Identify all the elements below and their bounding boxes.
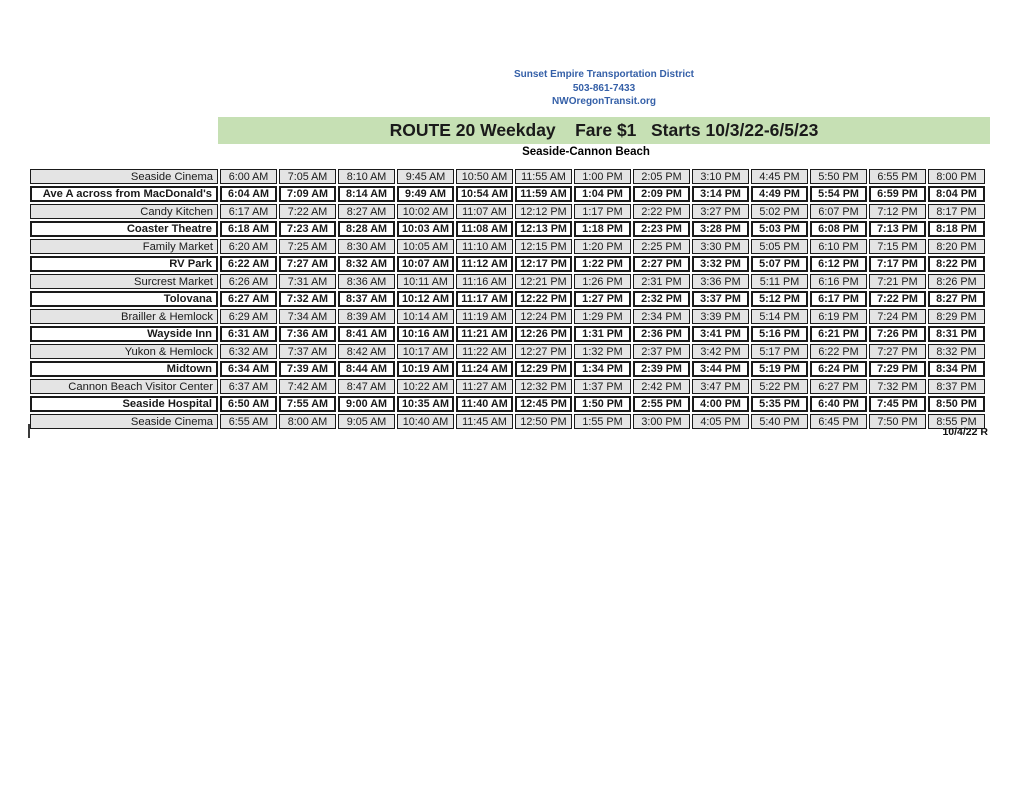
time-cell: 11:10 AM — [456, 239, 513, 254]
time-cell: 3:27 PM — [692, 204, 749, 219]
time-cell: 3:28 PM — [692, 221, 749, 237]
header-contact-block — [218, 68, 990, 109]
time-cell: 10:35 AM — [397, 396, 454, 412]
time-cell: 6:04 AM — [220, 186, 277, 202]
time-cell: 8:31 PM — [928, 326, 985, 342]
time-cell: 7:45 PM — [869, 396, 926, 412]
time-cell: 8:47 AM — [338, 379, 395, 394]
table-row — [30, 396, 985, 412]
time-cell: 3:32 PM — [692, 256, 749, 272]
time-cell: 5:11 PM — [751, 274, 808, 289]
table-row — [30, 291, 985, 307]
time-cell: 11:08 AM — [456, 221, 513, 237]
time-cell: 2:27 PM — [633, 256, 690, 272]
time-cell: 4:05 PM — [692, 414, 749, 429]
stop-name-cell: RV Park — [30, 256, 218, 272]
time-cell: 8:42 AM — [338, 344, 395, 359]
time-cell: 7:24 PM — [869, 309, 926, 324]
time-cell: 11:19 AM — [456, 309, 513, 324]
table-row — [30, 274, 985, 289]
time-cell: 12:12 PM — [515, 204, 572, 219]
time-cell: 6:18 AM — [220, 221, 277, 237]
time-cell: 6:19 PM — [810, 309, 867, 324]
time-cell: 5:07 PM — [751, 256, 808, 272]
time-cell: 11:12 AM — [456, 256, 513, 272]
stop-name-cell: Candy Kitchen — [30, 204, 218, 219]
time-cell: 5:54 PM — [810, 186, 867, 202]
time-cell: 8:29 PM — [928, 309, 985, 324]
table-row — [30, 239, 985, 254]
time-cell: 10:40 AM — [397, 414, 454, 429]
time-cell: 6:08 PM — [810, 221, 867, 237]
time-cell: 6:24 PM — [810, 361, 867, 377]
org-name: Sunset Empire Transportation District — [513, 69, 695, 80]
time-cell: 6:45 PM — [810, 414, 867, 429]
table-row — [30, 414, 985, 429]
phone-number: 503-861-7433 — [572, 82, 636, 94]
time-cell: 2:42 PM — [633, 379, 690, 394]
time-cell: 8:14 AM — [338, 186, 395, 202]
time-cell: 2:09 PM — [633, 186, 690, 202]
time-cell: 6:34 AM — [220, 361, 277, 377]
time-cell: 8:32 PM — [928, 344, 985, 359]
time-cell: 6:31 AM — [220, 326, 277, 342]
stop-name-cell: Seaside Cinema — [30, 414, 218, 429]
time-cell: 7:34 AM — [279, 309, 336, 324]
stop-name-cell: Seaside Cinema — [30, 169, 218, 184]
time-cell: 7:39 AM — [279, 361, 336, 377]
time-cell: 3:37 PM — [692, 291, 749, 307]
time-cell: 6:00 AM — [220, 169, 277, 184]
time-cell: 6:22 AM — [220, 256, 277, 272]
time-cell: 1:29 PM — [574, 309, 631, 324]
time-cell: 5:40 PM — [751, 414, 808, 429]
time-cell: 7:25 AM — [279, 239, 336, 254]
time-cell: 6:27 PM — [810, 379, 867, 394]
time-cell: 3:30 PM — [692, 239, 749, 254]
time-cell: 5:03 PM — [751, 221, 808, 237]
time-cell: 6:12 PM — [810, 256, 867, 272]
time-cell: 7:31 AM — [279, 274, 336, 289]
time-cell: 11:40 AM — [456, 396, 513, 412]
time-cell: 8:37 PM — [928, 379, 985, 394]
table-row — [30, 221, 985, 237]
time-cell: 2:36 PM — [633, 326, 690, 342]
time-cell: 3:39 PM — [692, 309, 749, 324]
time-cell: 8:00 PM — [928, 169, 985, 184]
time-cell: 2:55 PM — [633, 396, 690, 412]
stop-name-cell: Seaside Hospital — [30, 396, 218, 412]
table-row — [30, 326, 985, 342]
time-cell: 6:29 AM — [220, 309, 277, 324]
time-cell: 7:15 PM — [869, 239, 926, 254]
time-cell: 3:42 PM — [692, 344, 749, 359]
time-cell: 12:45 PM — [515, 396, 572, 412]
time-cell: 11:59 AM — [515, 186, 572, 202]
time-cell: 7:09 AM — [279, 186, 336, 202]
time-cell: 6:22 PM — [810, 344, 867, 359]
time-cell: 6:26 AM — [220, 274, 277, 289]
time-cell: 11:21 AM — [456, 326, 513, 342]
time-cell: 5:50 PM — [810, 169, 867, 184]
time-cell: 11:24 AM — [456, 361, 513, 377]
time-cell: 6:40 PM — [810, 396, 867, 412]
time-cell: 5:16 PM — [751, 326, 808, 342]
route-subtitle: Seaside-Cannon Beach — [522, 146, 650, 158]
table-row — [30, 379, 985, 394]
time-cell: 12:17 PM — [515, 256, 572, 272]
time-cell: 8:04 PM — [928, 186, 985, 202]
time-cell: 6:32 AM — [220, 344, 277, 359]
time-cell: 11:16 AM — [456, 274, 513, 289]
time-cell: 8:41 AM — [338, 326, 395, 342]
time-cell: 7:37 AM — [279, 344, 336, 359]
time-cell: 11:17 AM — [456, 291, 513, 307]
time-cell: 8:32 AM — [338, 256, 395, 272]
time-cell: 10:16 AM — [397, 326, 454, 342]
time-cell: 8:26 PM — [928, 274, 985, 289]
stop-name-cell: Coaster Theatre — [30, 221, 218, 237]
time-cell: 2:32 PM — [633, 291, 690, 307]
time-cell: 2:39 PM — [633, 361, 690, 377]
time-cell: 8:27 AM — [338, 204, 395, 219]
time-cell: 3:14 PM — [692, 186, 749, 202]
time-cell: 3:41 PM — [692, 326, 749, 342]
time-cell: 3:10 PM — [692, 169, 749, 184]
time-cell: 12:32 PM — [515, 379, 572, 394]
time-cell: 8:27 PM — [928, 291, 985, 307]
time-cell: 1:22 PM — [574, 256, 631, 272]
time-cell: 7:17 PM — [869, 256, 926, 272]
time-cell: 10:54 AM — [456, 186, 513, 202]
time-cell: 12:15 PM — [515, 239, 572, 254]
schedule-body — [30, 169, 985, 429]
time-cell: 8:20 PM — [928, 239, 985, 254]
stop-name-cell: Tolovana — [30, 291, 218, 307]
time-cell: 12:26 PM — [515, 326, 572, 342]
time-cell: 2:22 PM — [633, 204, 690, 219]
time-cell: 11:22 AM — [456, 344, 513, 359]
time-cell: 10:11 AM — [397, 274, 454, 289]
revision-note: 10/4/22 R — [942, 426, 988, 438]
time-cell: 3:36 PM — [692, 274, 749, 289]
time-cell: 8:55 PM — [928, 414, 985, 429]
time-cell: 6:37 AM — [220, 379, 277, 394]
time-cell: 7:05 AM — [279, 169, 336, 184]
time-cell: 5:02 PM — [751, 204, 808, 219]
time-cell: 1:55 PM — [574, 414, 631, 429]
time-cell: 8:10 AM — [338, 169, 395, 184]
time-cell: 10:07 AM — [397, 256, 454, 272]
time-cell: 10:17 AM — [397, 344, 454, 359]
time-cell: 5:17 PM — [751, 344, 808, 359]
time-cell: 11:55 AM — [515, 169, 572, 184]
table-left-border-tail — [28, 424, 30, 438]
time-cell: 4:45 PM — [751, 169, 808, 184]
time-cell: 7:26 PM — [869, 326, 926, 342]
time-cell: 8:00 AM — [279, 414, 336, 429]
time-cell: 1:37 PM — [574, 379, 631, 394]
time-cell: 6:17 AM — [220, 204, 277, 219]
table-row — [30, 256, 985, 272]
time-cell: 7:32 PM — [869, 379, 926, 394]
time-cell: 11:07 AM — [456, 204, 513, 219]
time-cell: 7:42 AM — [279, 379, 336, 394]
table-row — [30, 344, 985, 359]
time-cell: 7:12 PM — [869, 204, 926, 219]
time-cell: 5:12 PM — [751, 291, 808, 307]
time-cell: 5:19 PM — [751, 361, 808, 377]
time-cell: 9:45 AM — [397, 169, 454, 184]
time-cell: 10:02 AM — [397, 204, 454, 219]
stop-name-cell: Brailler & Hemlock — [30, 309, 218, 324]
time-cell: 10:14 AM — [397, 309, 454, 324]
time-cell: 8:34 PM — [928, 361, 985, 377]
time-cell: 12:21 PM — [515, 274, 572, 289]
time-cell: 12:13 PM — [515, 221, 572, 237]
time-cell: 11:27 AM — [456, 379, 513, 394]
time-cell: 8:44 AM — [338, 361, 395, 377]
time-cell: 8:36 AM — [338, 274, 395, 289]
time-cell: 9:05 AM — [338, 414, 395, 429]
time-cell: 7:29 PM — [869, 361, 926, 377]
time-cell: 2:37 PM — [633, 344, 690, 359]
schedule-table — [28, 167, 987, 431]
time-cell: 1:31 PM — [574, 326, 631, 342]
time-cell: 8:28 AM — [338, 221, 395, 237]
time-cell: 1:32 PM — [574, 344, 631, 359]
time-cell: 7:27 PM — [869, 344, 926, 359]
time-cell: 6:59 PM — [869, 186, 926, 202]
stop-name-cell: Wayside Inn — [30, 326, 218, 342]
time-cell: 8:39 AM — [338, 309, 395, 324]
time-cell: 7:22 AM — [279, 204, 336, 219]
time-cell: 6:27 AM — [220, 291, 277, 307]
table-row — [30, 204, 985, 219]
time-cell: 1:04 PM — [574, 186, 631, 202]
route-banner — [218, 117, 990, 144]
time-cell: 5:35 PM — [751, 396, 808, 412]
table-row — [30, 361, 985, 377]
time-cell: 10:12 AM — [397, 291, 454, 307]
time-cell: 1:20 PM — [574, 239, 631, 254]
time-cell: 7:32 AM — [279, 291, 336, 307]
table-row — [30, 309, 985, 324]
table-row — [30, 169, 985, 184]
time-cell: 7:22 PM — [869, 291, 926, 307]
time-cell: 7:50 PM — [869, 414, 926, 429]
time-cell: 2:34 PM — [633, 309, 690, 324]
time-cell: 1:26 PM — [574, 274, 631, 289]
stop-name-cell: Family Market — [30, 239, 218, 254]
time-cell: 8:50 PM — [928, 396, 985, 412]
time-cell: 6:55 PM — [869, 169, 926, 184]
time-cell: 10:19 AM — [397, 361, 454, 377]
time-cell: 12:29 PM — [515, 361, 572, 377]
time-cell: 12:24 PM — [515, 309, 572, 324]
time-cell: 5:05 PM — [751, 239, 808, 254]
time-cell: 2:25 PM — [633, 239, 690, 254]
time-cell: 2:23 PM — [633, 221, 690, 237]
time-cell: 8:18 PM — [928, 221, 985, 237]
time-cell: 3:47 PM — [692, 379, 749, 394]
time-cell: 8:17 PM — [928, 204, 985, 219]
stop-name-cell: Yukon & Hemlock — [30, 344, 218, 359]
time-cell: 12:27 PM — [515, 344, 572, 359]
time-cell: 8:22 PM — [928, 256, 985, 272]
time-cell: 1:00 PM — [574, 169, 631, 184]
time-cell: 7:27 AM — [279, 256, 336, 272]
time-cell: 6:16 PM — [810, 274, 867, 289]
table-row — [30, 186, 985, 202]
time-cell: 1:34 PM — [574, 361, 631, 377]
time-cell: 7:55 AM — [279, 396, 336, 412]
time-cell: 6:55 AM — [220, 414, 277, 429]
time-cell: 10:22 AM — [397, 379, 454, 394]
stop-name-cell: Cannon Beach Visitor Center — [30, 379, 218, 394]
time-cell: 10:50 AM — [456, 169, 513, 184]
time-cell: 6:17 PM — [810, 291, 867, 307]
time-cell: 8:30 AM — [338, 239, 395, 254]
time-cell: 3:00 PM — [633, 414, 690, 429]
time-cell: 8:37 AM — [338, 291, 395, 307]
time-cell: 1:27 PM — [574, 291, 631, 307]
time-cell: 5:14 PM — [751, 309, 808, 324]
time-cell: 6:20 AM — [220, 239, 277, 254]
time-cell: 11:45 AM — [456, 414, 513, 429]
website-url: NWOregonTransit.org — [552, 96, 656, 107]
time-cell: 5:22 PM — [751, 379, 808, 394]
time-cell: 6:50 AM — [220, 396, 277, 412]
time-cell: 1:18 PM — [574, 221, 631, 237]
time-cell: 6:21 PM — [810, 326, 867, 342]
time-cell: 10:05 AM — [397, 239, 454, 254]
stop-name-cell: Surcrest Market — [30, 274, 218, 289]
time-cell: 9:49 AM — [397, 186, 454, 202]
time-cell: 7:13 PM — [869, 221, 926, 237]
time-cell: 12:50 PM — [515, 414, 572, 429]
time-cell: 2:05 PM — [633, 169, 690, 184]
time-cell: 6:10 PM — [810, 239, 867, 254]
time-cell: 4:00 PM — [692, 396, 749, 412]
time-cell: 3:44 PM — [692, 361, 749, 377]
time-cell: 1:17 PM — [574, 204, 631, 219]
time-cell: 1:50 PM — [574, 396, 631, 412]
time-cell: 10:03 AM — [397, 221, 454, 237]
time-cell: 12:22 PM — [515, 291, 572, 307]
stop-name-cell: Midtown — [30, 361, 218, 377]
time-cell: 6:07 PM — [810, 204, 867, 219]
stop-name-cell: Ave A across from MacDonald's — [30, 186, 218, 202]
time-cell: 2:31 PM — [633, 274, 690, 289]
time-cell: 7:23 AM — [279, 221, 336, 237]
time-cell: 9:00 AM — [338, 396, 395, 412]
time-cell: 7:21 PM — [869, 274, 926, 289]
route-title: ROUTE 20 Weekday Fare $1 Starts 10/3/22-6/5/23 — [389, 120, 819, 140]
time-cell: 7:36 AM — [279, 326, 336, 342]
time-cell: 4:49 PM — [751, 186, 808, 202]
